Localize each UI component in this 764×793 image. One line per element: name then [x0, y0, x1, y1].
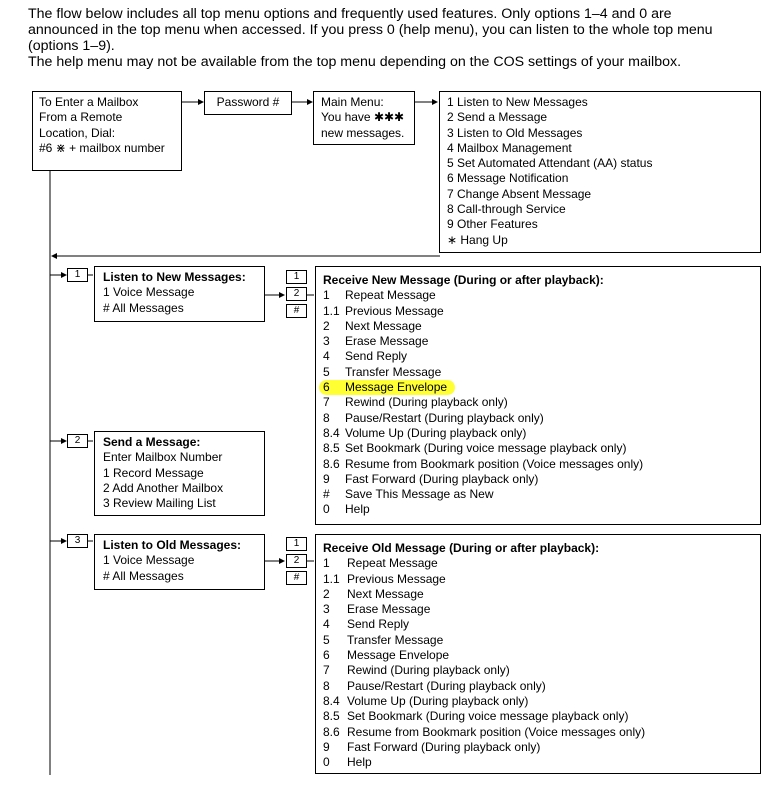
receive-new-row-key: 6 [323, 380, 330, 395]
receive-old-row [323, 572, 753, 587]
receive-old-row-text: Send Reply [347, 617, 410, 632]
receive-new-rows [323, 288, 753, 517]
receive-old-title: Receive Old Message (During or after playback): [323, 541, 600, 555]
enter-line-2: From a Remote [39, 110, 123, 125]
intro-line-3: (options 1–9). [28, 38, 115, 54]
receive-old-row [323, 602, 753, 617]
main-menu-box [313, 91, 415, 145]
receive-old-rows [323, 556, 753, 770]
receive-old-row [323, 755, 753, 770]
receive-old-row [323, 633, 753, 648]
listen-new-title: Listen to New Messages: [103, 270, 246, 284]
receive-old-row-text: Rewind (During playback only) [347, 663, 510, 678]
receive-new-row [323, 319, 753, 334]
receive-old-row-text: Transfer Message [347, 632, 444, 647]
receive-new-row-key: # [323, 487, 330, 502]
receive-old-row-text: Resume from Bookmark position (Voice messages only) [347, 724, 646, 739]
top-menu-item: ∗ Hang Up [447, 232, 508, 247]
receive-new-row-text: Repeat Message [345, 288, 436, 303]
top-menu-item: 2 Send a Message [447, 110, 548, 125]
receive-new-row [323, 365, 753, 380]
receive-new-row-key: 8.6 [323, 456, 340, 471]
send-message-title: Send a Message: [103, 435, 201, 449]
receive-new-row [323, 395, 753, 410]
receive-new-row [323, 502, 753, 517]
receive-old-box [315, 534, 761, 774]
receive-new-row [323, 487, 753, 502]
receive-new-row [323, 426, 753, 441]
top-menu-item: 8 Call-through Service [447, 202, 566, 217]
new-key-hash: # [286, 304, 307, 318]
receive-new-row-key: 8 [323, 410, 330, 425]
receive-new-row-key: 0 [323, 502, 330, 517]
receive-new-row-text: Message Envelope [345, 380, 448, 395]
receive-old-row-key: 8.4 [323, 693, 340, 708]
receive-new-row-text: Pause/Restart (During playback only) [345, 410, 544, 425]
receive-new-row-key: 1.1 [323, 303, 340, 318]
receive-old-row-key: 4 [323, 617, 330, 632]
receive-new-row-key: 8.4 [323, 425, 340, 440]
receive-new-row-key: 2 [323, 318, 330, 333]
receive-old-row [323, 617, 753, 632]
receive-old-row [323, 587, 753, 602]
listen-new-item: 1 Voice Message [103, 285, 195, 300]
receive-old-row-text: Message Envelope [347, 648, 450, 663]
receive-old-row-key: 3 [323, 602, 330, 617]
receive-old-row [323, 694, 753, 709]
listen-old-title: Listen to Old Messages: [103, 538, 242, 552]
receive-old-row-key: 1.1 [323, 571, 340, 586]
receive-old-row-text: Help [347, 755, 372, 770]
receive-old-row-key: 8 [323, 678, 330, 693]
receive-new-row-highlighted [323, 380, 753, 395]
top-menu-item: 1 Listen to New Messages [447, 95, 588, 109]
old-key-hash: # [286, 571, 307, 585]
branch-key-2: 2 [67, 434, 88, 448]
receive-new-row-text: Previous Message [345, 303, 444, 318]
listen-new-box [94, 266, 265, 322]
new-key-2: 2 [286, 287, 307, 301]
main-menu-line-2: You have ✱✱✱ [321, 110, 405, 125]
receive-old-row-key: 6 [323, 648, 330, 663]
receive-old-row-text: Next Message [347, 586, 424, 601]
main-menu-line-1: Main Menu: [321, 95, 384, 109]
receive-new-row [323, 334, 753, 349]
receive-new-row [323, 304, 753, 319]
intro-line-4: The help menu may not be available from the top menu depending on the COS settings of your mailbox. [28, 54, 682, 70]
enter-line-4: #6 ⋇ + mailbox number [39, 140, 165, 155]
receive-old-row [323, 663, 753, 678]
listen-old-box [94, 534, 265, 590]
listen-new-item: # All Messages [103, 300, 184, 315]
receive-old-row-key: 0 [323, 755, 330, 770]
receive-old-row [323, 556, 753, 571]
receive-new-row [323, 441, 753, 456]
password-box [204, 91, 292, 115]
top-menu-item: 3 Listen to Old Messages [447, 125, 583, 140]
intro-line-2: announced in the top menu when accessed. If you press 0 (help menu), you can listen to the whole top menu [28, 22, 713, 38]
receive-old-row [323, 709, 753, 724]
top-menu-item: 5 Set Automated Attendant (AA) status [447, 156, 653, 171]
intro-line-1: The flow below includes all top menu options and frequently used features. Only options 1–4 and 0 are [28, 6, 672, 22]
listen-old-item: # All Messages [103, 568, 184, 583]
receive-old-row-text: Repeat Message [347, 556, 438, 571]
branch-key-3: 3 [67, 534, 88, 548]
receive-new-row-key: 3 [323, 334, 330, 349]
receive-new-row-key: 8.5 [323, 441, 340, 456]
receive-new-row [323, 457, 753, 472]
receive-old-row [323, 740, 753, 755]
receive-new-row [323, 472, 753, 487]
receive-new-row [323, 288, 753, 303]
receive-new-row-text: Save This Message as New [345, 487, 494, 502]
receive-old-row-key: 7 [323, 663, 330, 678]
receive-new-row-key: 9 [323, 471, 330, 486]
receive-new-row-text: Volume Up (During playback only) [345, 425, 527, 440]
receive-old-row-text: Volume Up (During playback only) [347, 693, 529, 708]
receive-new-row [323, 411, 753, 426]
password-label: Password # [216, 95, 280, 109]
receive-new-box [315, 266, 761, 525]
send-message-item: 2 Add Another Mailbox [103, 480, 224, 495]
old-key-2: 2 [286, 554, 307, 568]
receive-new-row-text: Set Bookmark (During voice message playback only) [345, 441, 627, 456]
new-key-1: 1 [286, 270, 307, 284]
branch-key-1: 1 [67, 268, 88, 282]
enter-line-1: To Enter a Mailbox [39, 95, 139, 109]
receive-old-row-text: Previous Message [347, 571, 446, 586]
top-menu-box [439, 91, 761, 253]
enter-line-3: Location, Dial: [39, 125, 116, 140]
receive-old-row-text: Set Bookmark (During voice message playback only) [347, 709, 629, 724]
receive-new-row-text: Help [345, 502, 370, 517]
receive-old-row-text: Pause/Restart (During playback only) [347, 678, 546, 693]
receive-old-row-text: Erase Message [347, 602, 431, 617]
receive-new-row [323, 349, 753, 364]
receive-old-row-key: 9 [323, 739, 330, 754]
receive-new-row-text: Transfer Message [345, 364, 442, 379]
old-key-1: 1 [286, 537, 307, 551]
main-menu-line-3: new messages. [321, 125, 405, 140]
receive-old-row-key: 8.6 [323, 724, 340, 739]
receive-old-row-key: 8.5 [323, 709, 340, 724]
receive-old-row-key: 2 [323, 586, 330, 601]
top-menu-item: 6 Message Notification [447, 171, 569, 186]
receive-new-row-text: Rewind (During playback only) [345, 395, 508, 410]
top-menu-item: 7 Change Absent Message [447, 186, 592, 201]
receive-new-row-key: 1 [323, 288, 330, 303]
receive-new-row-key: 7 [323, 395, 330, 410]
top-menu-item: 9 Other Features [447, 217, 538, 232]
receive-old-row [323, 679, 753, 694]
receive-new-row-text: Next Message [345, 318, 422, 333]
send-message-item: 1 Record Message [103, 465, 204, 480]
listen-old-item: 1 Voice Message [103, 553, 195, 568]
receive-old-row [323, 725, 753, 740]
receive-new-row-key: 4 [323, 349, 330, 364]
send-message-item: 3 Review Mailing List [103, 496, 216, 511]
receive-old-row [323, 648, 753, 663]
send-message-item: Enter Mailbox Number [103, 450, 223, 465]
receive-old-row-key: 5 [323, 632, 330, 647]
enter-mailbox-box [32, 91, 182, 171]
receive-old-row-text: Fast Forward (During playback only) [347, 739, 541, 754]
receive-old-row-key: 1 [323, 556, 330, 571]
receive-new-row-text: Erase Message [345, 334, 429, 349]
receive-new-row-text: Resume from Bookmark position (Voice messages only) [345, 456, 644, 471]
receive-new-title: Receive New Message (During or after playback): [323, 273, 604, 287]
receive-new-row-text: Fast Forward (During playback only) [345, 471, 539, 486]
receive-new-row-text: Send Reply [345, 349, 408, 364]
top-menu-item: 4 Mailbox Management [447, 140, 572, 155]
send-message-box [94, 431, 265, 516]
receive-new-row-key: 5 [323, 364, 330, 379]
